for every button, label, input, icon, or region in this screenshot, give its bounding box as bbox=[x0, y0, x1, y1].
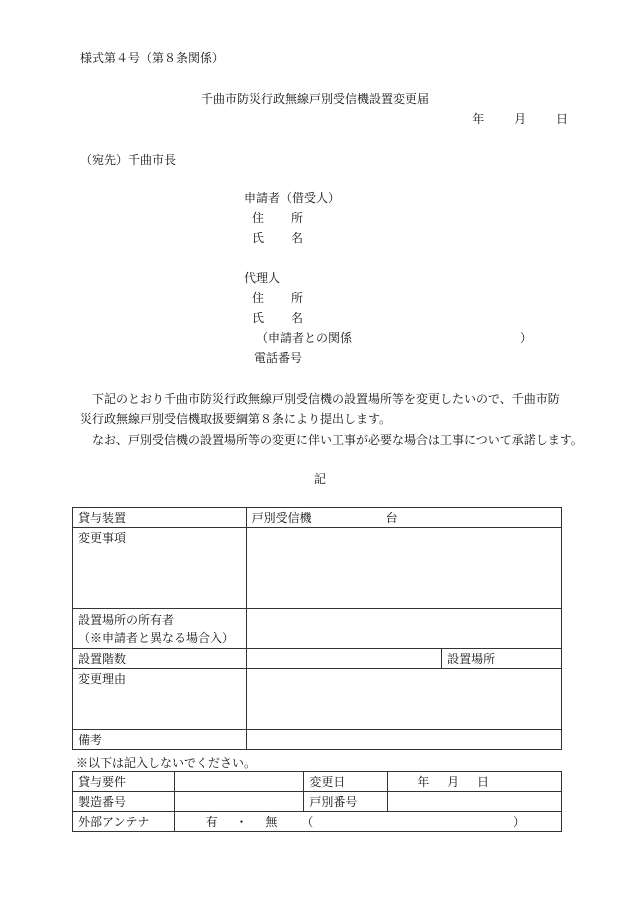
remarks-label-cell: 備考 bbox=[73, 730, 247, 750]
document-title: 千曲市防災行政無線戸別受信機設置変更届 bbox=[200, 92, 429, 106]
requirement-label-cell: 貸与要件 bbox=[73, 772, 175, 792]
table-row bbox=[73, 792, 562, 812]
antenna-label-cell: 外部アンテナ bbox=[73, 812, 175, 832]
change-date-label-cell: 変更日 bbox=[304, 772, 388, 792]
agent-name-label: 氏 名 bbox=[252, 311, 305, 325]
antenna-no[interactable]: 無 bbox=[265, 814, 278, 829]
change-items-label-cell bbox=[73, 528, 247, 609]
location-label-cell: 設置場所 bbox=[442, 649, 562, 669]
date-month-label: 月 bbox=[514, 112, 527, 126]
device-value-cell[interactable] bbox=[246, 508, 561, 528]
table-row bbox=[73, 730, 562, 750]
owner-label: 設置場所の所有者 bbox=[78, 612, 175, 627]
requirement-input-cell[interactable] bbox=[174, 772, 304, 792]
owner-input-cell[interactable] bbox=[246, 609, 561, 649]
table-row bbox=[73, 772, 562, 792]
table-row bbox=[73, 649, 562, 669]
antenna-separator: ・ bbox=[235, 814, 248, 829]
office-use-note: ※以下は記入しないでください。 bbox=[76, 756, 257, 770]
reason-label: 変更理由 bbox=[78, 672, 127, 686]
form-number: 様式第４号（第８条関係） bbox=[80, 51, 225, 65]
remarks-input-cell[interactable] bbox=[246, 730, 561, 750]
table-row bbox=[73, 609, 562, 649]
antenna-paren-open: （ bbox=[301, 814, 314, 829]
date-day-label: 日 bbox=[555, 112, 568, 126]
change-date-year: 年 bbox=[417, 774, 430, 789]
antenna-paren-close: ） bbox=[513, 814, 526, 829]
body-paragraph-2: なお、戸別受信機の設置場所等の変更に伴い工事が必要な場合は工事について承諾します。 bbox=[92, 433, 583, 447]
serial-input-cell[interactable] bbox=[174, 792, 304, 812]
addressee: （宛先）千曲市長 bbox=[80, 153, 177, 167]
antenna-input-cell[interactable] bbox=[174, 812, 561, 832]
device-label-cell: 貸与装置 bbox=[73, 508, 247, 528]
main-table bbox=[72, 507, 562, 750]
owner-note: （※申請者と異なる場合入） bbox=[78, 630, 235, 645]
change-items-input-cell[interactable] bbox=[246, 528, 561, 609]
serial-label-cell: 製造番号 bbox=[73, 792, 175, 812]
change-date-day: 日 bbox=[476, 774, 489, 789]
table-row bbox=[73, 528, 562, 609]
applicant-address-label: 住 所 bbox=[252, 211, 305, 225]
table-row bbox=[73, 669, 562, 730]
household-number-label-cell: 戸別番号 bbox=[304, 792, 388, 812]
change-date-input-cell[interactable] bbox=[388, 772, 562, 792]
body-paragraph-1: 下記のとおり千曲市防災行政無線戸別受信機の設置場所等を変更したいので、千曲市防災行政無線戸別受信機取扱要綱第８条により提出します。 bbox=[80, 392, 560, 426]
date-line bbox=[458, 113, 568, 125]
change-items-label: 変更事項 bbox=[78, 531, 127, 545]
floor-label-cell: 設置階数 bbox=[73, 649, 247, 669]
reason-input-cell[interactable] bbox=[246, 669, 561, 730]
ki-heading: 記 bbox=[313, 472, 326, 486]
agent-relation-label: （申請者との関係 bbox=[256, 331, 353, 345]
device-unit: 台 bbox=[385, 510, 398, 525]
household-number-input-cell[interactable] bbox=[388, 792, 562, 812]
change-date-month: 月 bbox=[447, 774, 460, 789]
applicant-heading: 申請者（借受人） bbox=[244, 191, 341, 205]
agent-address-label: 住 所 bbox=[252, 291, 305, 305]
antenna-yes[interactable]: 有 bbox=[205, 814, 218, 829]
owner-label-cell bbox=[73, 609, 247, 649]
agent-heading: 代理人 bbox=[244, 271, 281, 285]
reason-label-cell bbox=[73, 669, 247, 730]
office-use-table bbox=[72, 771, 562, 832]
floor-input-cell[interactable] bbox=[246, 649, 442, 669]
date-year-label: 年 bbox=[472, 112, 485, 126]
table-row bbox=[73, 508, 562, 528]
agent-phone-label: 電話番号 bbox=[254, 351, 303, 365]
table-row bbox=[73, 812, 562, 832]
device-value: 戸別受信機 bbox=[251, 510, 312, 525]
agent-relation-close: ） bbox=[520, 331, 533, 345]
applicant-name-label: 氏 名 bbox=[252, 231, 305, 245]
